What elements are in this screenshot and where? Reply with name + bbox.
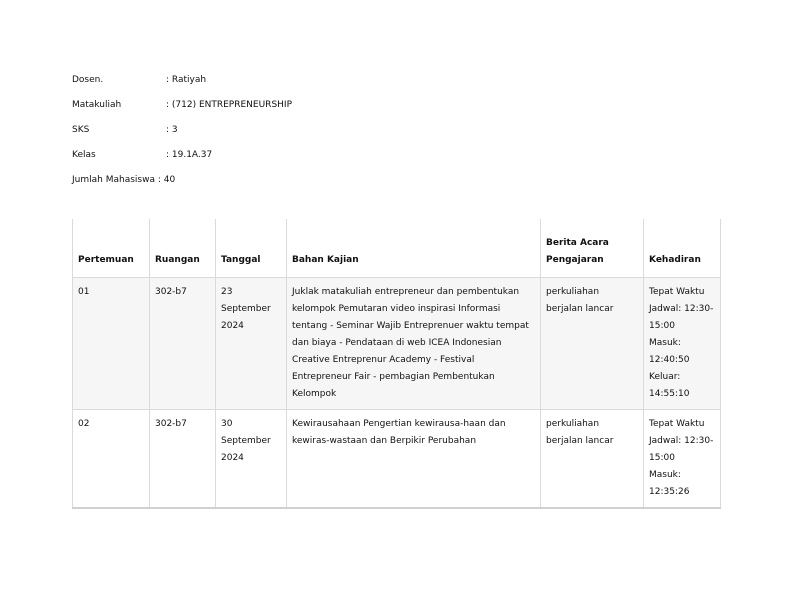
credits-value: : 3	[166, 125, 178, 135]
lecturer-label: Dosen.	[72, 75, 104, 85]
cell-topic: Juklak matakuliah entrepreneur dan pembentukan kelompok Pemutaran video inspirasi Informasi tentang - Seminar Wajib Entreprenuer waktu tempat dan biaya - Pendataan di web ICEA Indonesian Creative Entreprenur Academy - Festival Entrepreneur Fair - pembagian Pembentukan Kelompok	[287, 278, 541, 410]
course-label: Matakuliah	[72, 100, 122, 110]
header-topic: Bahan Kajian	[287, 219, 541, 278]
table-row	[73, 410, 721, 509]
header-room: Ruangan	[150, 219, 216, 278]
attendance-status: Tepat Waktu	[649, 419, 705, 429]
attendance-out: Keluar: 14:55:10	[649, 372, 690, 399]
meeting-schedule-table	[72, 219, 721, 509]
students-label: Jumlah Mahasiswa	[72, 175, 155, 185]
course-info	[72, 72, 292, 197]
lecturer-value: : Ratiyah	[166, 75, 207, 85]
students-value: : 40	[157, 175, 176, 185]
class-value: : 19.1A.37	[166, 150, 213, 160]
info-row-credits	[72, 122, 178, 138]
cell-room: 302-b7	[150, 410, 216, 509]
cell-report: perkuliahan berjalan lancar	[541, 410, 644, 509]
header-report: Berita Acara Pengajaran	[541, 219, 644, 278]
cell-report: perkuliahan berjalan lancar	[541, 278, 644, 410]
cell-topic: Kewirausahaan Pengertian kewirausa-haan dan kewiras-wastaan dan Berpikir Perubahan	[287, 410, 541, 509]
class-label: Kelas	[72, 150, 96, 160]
info-row-lecturer	[72, 72, 207, 88]
attendance-in: Masuk: 12:40:50	[649, 338, 690, 365]
cell-attendance	[644, 410, 721, 509]
info-row-students	[72, 172, 175, 188]
info-row-course	[72, 97, 292, 113]
table-header-row	[73, 219, 721, 278]
cell-attendance	[644, 278, 721, 410]
attendance-in: Masuk: 12:35:26	[649, 470, 690, 497]
course-value: : (712) ENTREPRENEURSHIP	[166, 100, 292, 110]
attendance-schedule: Jadwal: 12:30-15:00	[649, 436, 714, 463]
cell-room: 302-b7	[150, 278, 216, 410]
cell-date: 23 September 2024	[216, 278, 287, 410]
info-row-class	[72, 147, 213, 163]
cell-meeting: 02	[73, 410, 150, 509]
attendance-schedule: Jadwal: 12:30-15:00	[649, 304, 714, 331]
credits-label: SKS	[72, 125, 90, 135]
attendance-status: Tepat Waktu	[649, 287, 705, 297]
cell-date: 30 September 2024	[216, 410, 287, 509]
header-attendance: Kehadiran	[644, 219, 721, 278]
table-row	[73, 278, 721, 410]
cell-meeting: 01	[73, 278, 150, 410]
header-date: Tanggal	[216, 219, 287, 278]
header-meeting: Pertemuan	[73, 219, 150, 278]
